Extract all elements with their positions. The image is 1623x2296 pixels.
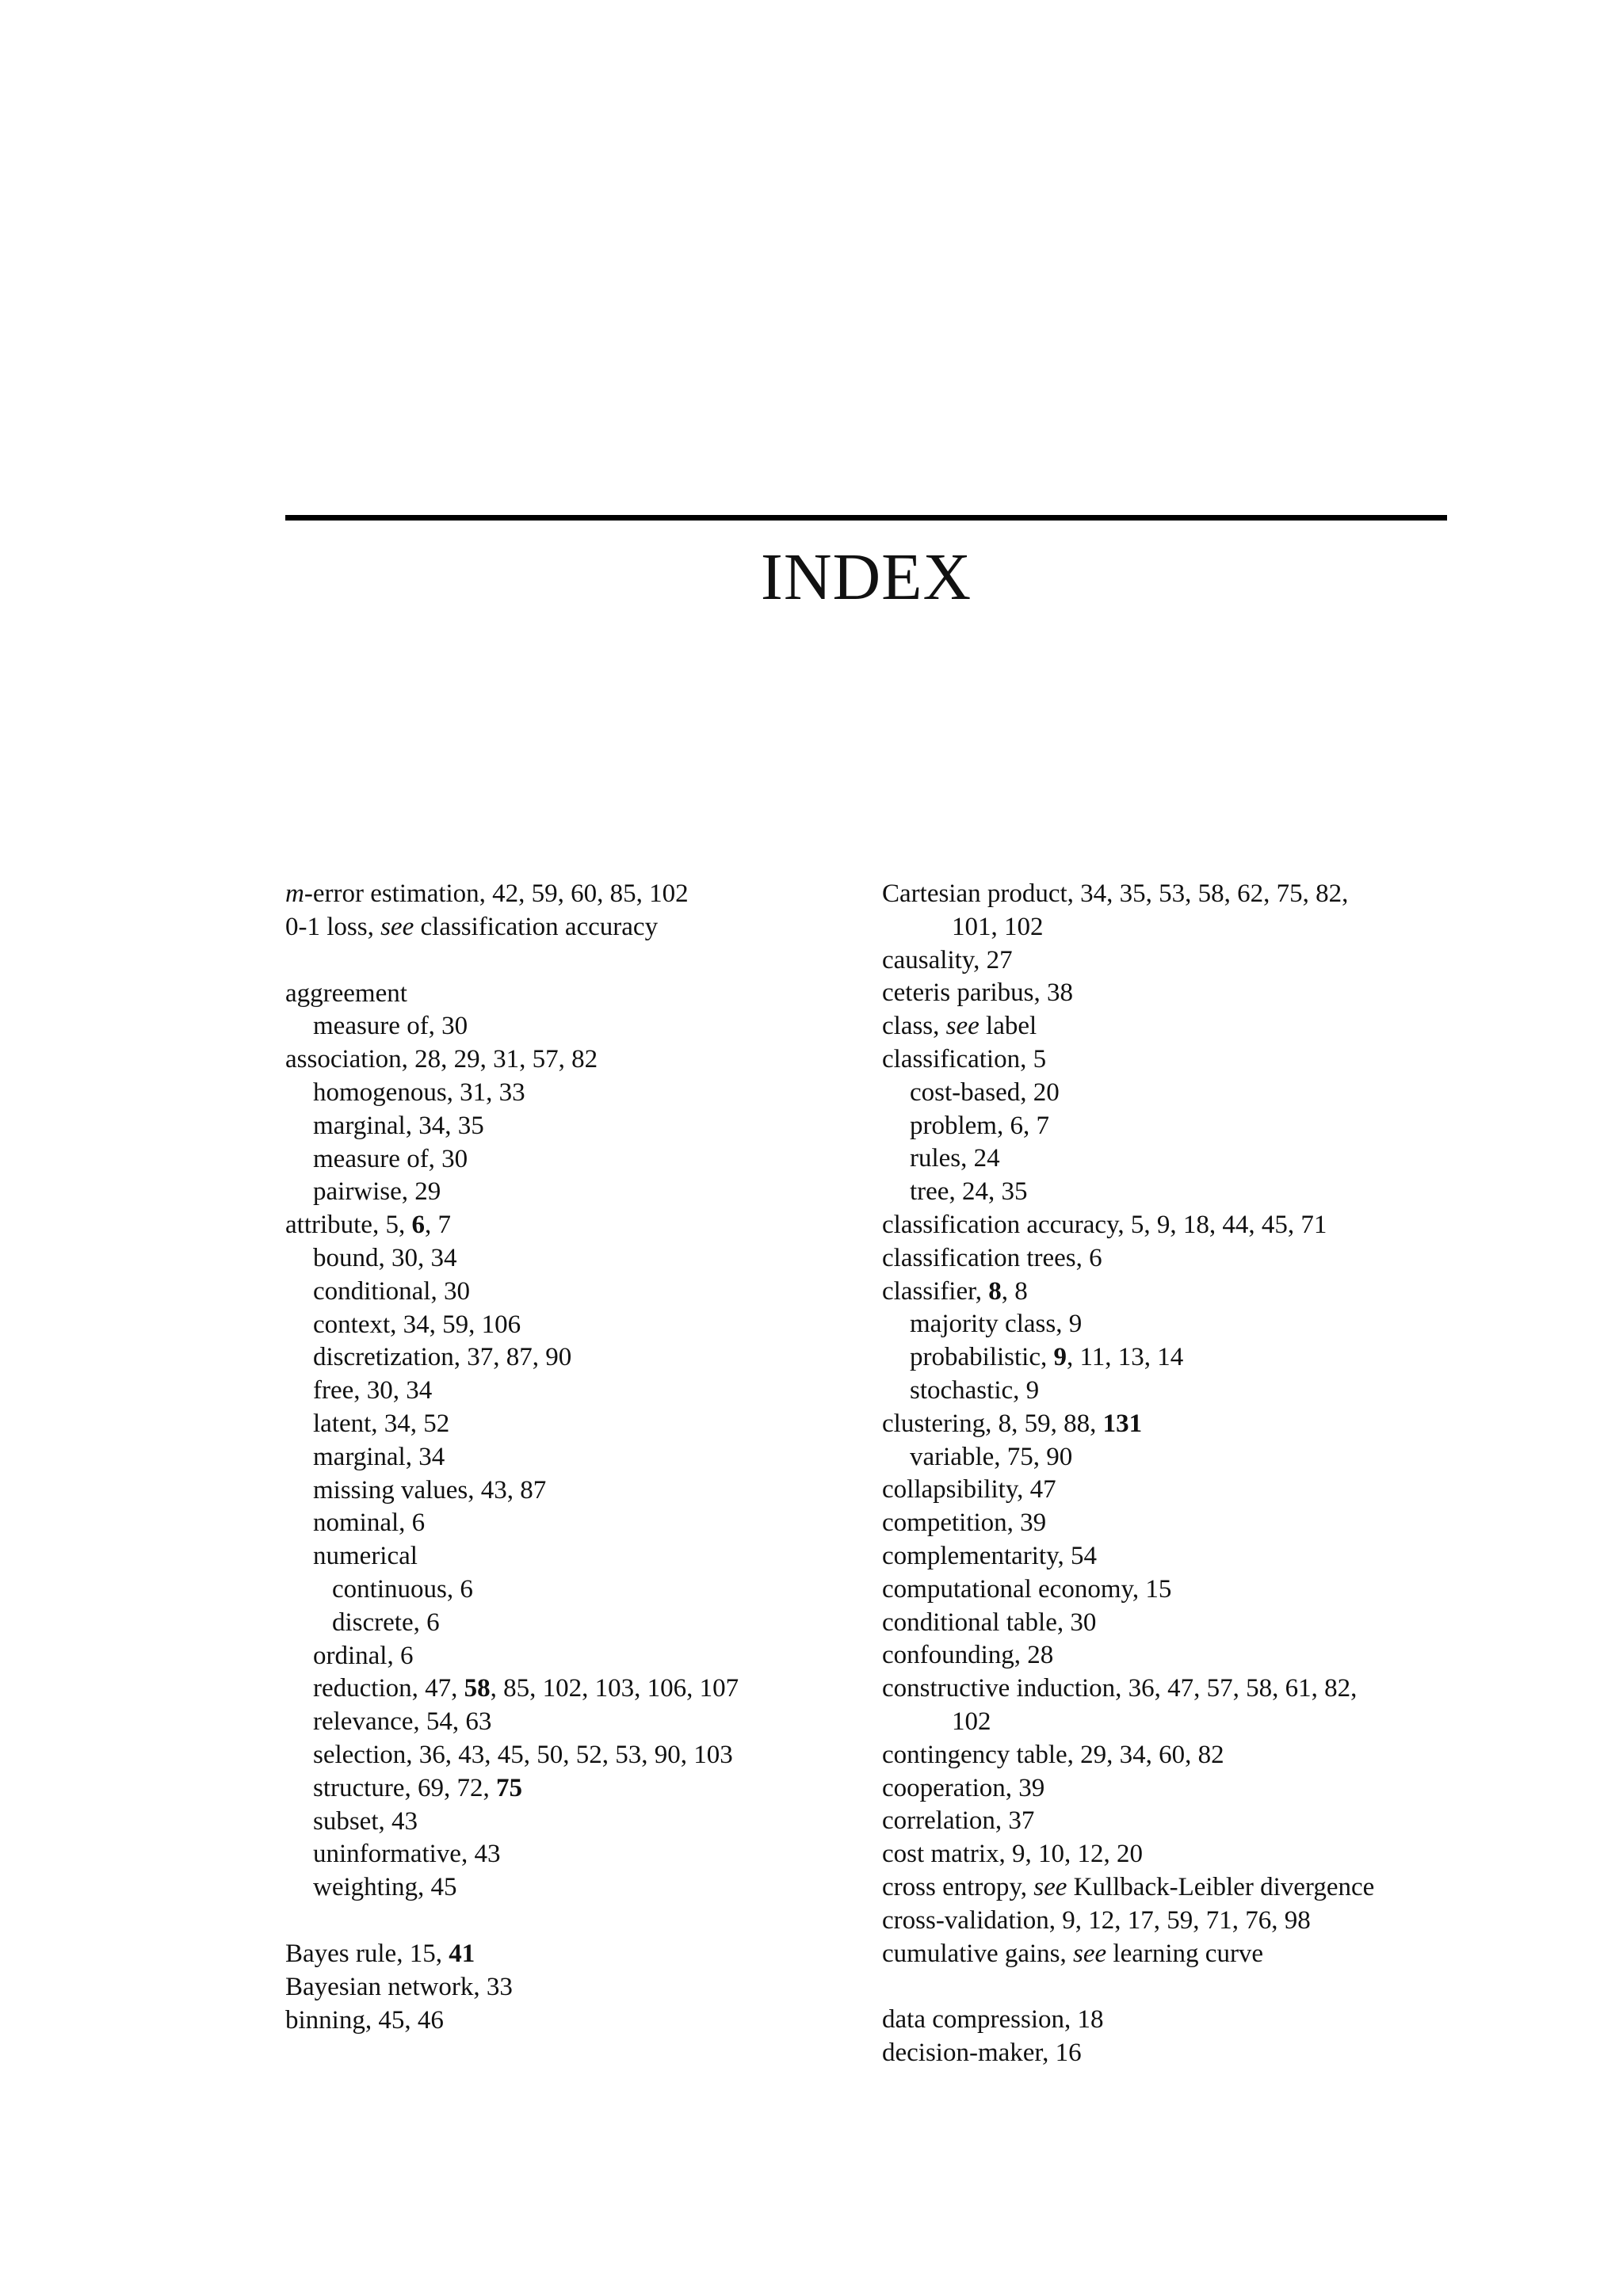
page-ref-primary: 9 (1053, 1343, 1067, 1372)
index-entry (285, 1209, 856, 1242)
index-subentry (285, 1672, 856, 1706)
emphasis-text: m (285, 879, 304, 908)
entry-text: structure, 69, 72, (313, 1773, 496, 1802)
entry-text: computational economy, 15 (882, 1574, 1172, 1604)
group-spacer (285, 944, 856, 978)
emphasis-text: see (1033, 1872, 1067, 1901)
entry-text: marginal, 34 (313, 1442, 445, 1471)
entry-text: 102 (952, 1707, 991, 1736)
index-subentry (285, 1110, 856, 1143)
index-subentry (285, 1341, 856, 1375)
entry-text: relevance, 54, 63 (313, 1707, 492, 1737)
entry-text: classifier, (882, 1276, 989, 1306)
group-spacer (882, 1970, 1453, 2004)
index-entry (882, 1474, 1453, 1507)
entry-text: selection, 36, 43, 45, 50, 52, 53, 90, 103 (313, 1740, 733, 1769)
page-ref-primary: 75 (495, 1773, 522, 1802)
entry-text: rules, 24 (910, 1144, 1000, 1173)
entry-text: 101, 102 (952, 912, 1044, 941)
entry-text: homogenous, 31, 33 (313, 1077, 525, 1107)
index-column-right (882, 878, 1453, 2070)
entry-text: ordinal, 6 (313, 1641, 414, 1670)
entry-text: association, 28, 29, 31, 57, 82 (285, 1045, 598, 1074)
index-entry (882, 1938, 1453, 1971)
index-subentry (285, 1507, 856, 1540)
entry-text: aggreement (285, 978, 407, 1008)
entry-text: classification trees, 6 (882, 1243, 1102, 1272)
index-subentry (285, 1772, 856, 1806)
entry-text: majority class, 9 (910, 1310, 1083, 1339)
index-column-left (285, 878, 856, 2037)
entry-text: latent, 34, 52 (313, 1409, 450, 1438)
entry-text: free, 30, 34 (313, 1376, 433, 1405)
entry-text: reduction, 47, (313, 1674, 464, 1703)
index-subentry (285, 1838, 856, 1871)
entry-text: measure of, 30 (313, 1012, 468, 1041)
entry-text: variable, 75, 90 (910, 1442, 1073, 1471)
entry-text: probabilistic, (910, 1343, 1054, 1372)
index-subentry (285, 1010, 856, 1043)
entry-text: weighting, 45 (313, 1873, 457, 1902)
index-subentry (882, 1341, 1453, 1375)
entry-text: ceteris paribus, 38 (882, 978, 1074, 1008)
entry-text: measure of, 30 (313, 1144, 468, 1173)
index-subentry (285, 1077, 856, 1110)
index-entry (882, 1010, 1453, 1043)
entry-text: decision-maker, 16 (882, 2039, 1082, 2068)
index-subentry (285, 1573, 856, 1607)
entry-text: numerical (313, 1542, 418, 1571)
index-entry (882, 1672, 1453, 1706)
entry-text: conditional table, 30 (882, 1608, 1097, 1637)
entry-text: stochastic, 9 (910, 1375, 1040, 1405)
index-entry (882, 1043, 1453, 1077)
entry-text: data compression, 18 (882, 2005, 1104, 2035)
entry-text: correlation, 37 (882, 1806, 1035, 1836)
index-entry (882, 1905, 1453, 1938)
index-entry-continuation (882, 911, 1453, 944)
entry-text: clustering, 8, 59, 88, (882, 1409, 1103, 1438)
entry-text: marginal, 34, 35 (313, 1111, 484, 1140)
entry-text: continuous, 6 (332, 1574, 473, 1604)
index-entry (882, 1838, 1453, 1871)
entry-text: causality, 27 (882, 945, 1013, 974)
entry-text: discretization, 37, 87, 90 (313, 1343, 572, 1372)
entry-text: binning, 45, 46 (285, 2005, 444, 2035)
index-subentry (285, 1441, 856, 1474)
index-subentry (285, 1706, 856, 1739)
entry-text: cross entropy, (882, 1872, 1034, 1901)
index-subentry (285, 1474, 856, 1508)
entry-text: conditional, 30 (313, 1276, 470, 1306)
entry-text: Bayesian network, 33 (285, 1972, 513, 2001)
index-subentry (285, 1739, 856, 1772)
index-subentry (882, 1176, 1453, 1209)
index-entry (882, 1573, 1453, 1607)
entry-text: Cartesian product, 34, 35, 53, 58, 62, 75, 82, (882, 879, 1349, 908)
index-subentry (285, 1640, 856, 1673)
entry-text: , 8 (1001, 1276, 1028, 1306)
index-entry (285, 1938, 856, 1971)
index-subentry (285, 1143, 856, 1177)
entry-text: cross-validation, 9, 12, 17, 59, 71, 76, 98 (882, 1905, 1311, 1935)
entry-text: classification accuracy, 5, 9, 18, 44, 45, 71 (882, 1210, 1327, 1239)
index-entry (882, 878, 1453, 911)
page-title: INDEX (760, 540, 972, 614)
index-subentry (285, 1540, 856, 1573)
index-entry-continuation (882, 1706, 1453, 1739)
entry-text: cost matrix, 9, 10, 12, 20 (882, 1840, 1144, 1869)
index-entry (285, 978, 856, 1011)
entry-text: contingency table, 29, 34, 60, 82 (882, 1740, 1224, 1769)
entry-text: Kullback-Leibler divergence (1067, 1872, 1375, 1901)
index-subentry (882, 1308, 1453, 1341)
index-subentry (882, 1375, 1453, 1408)
emphasis-text: see (945, 1012, 980, 1041)
entry-text: classification, 5 (882, 1044, 1047, 1074)
entry-text: cooperation, 39 (882, 1773, 1045, 1802)
entry-text: tree, 24, 35 (910, 1177, 1028, 1207)
index-subentry (285, 1375, 856, 1408)
entry-text: , 85, 102, 103, 106, 107 (490, 1674, 739, 1703)
entry-text: discrete, 6 (332, 1608, 440, 1637)
entry-text: classification accuracy (414, 912, 659, 941)
index-entry (882, 1639, 1453, 1672)
index-subentry (285, 1276, 856, 1309)
index-entry (285, 911, 856, 944)
entry-text: competition, 39 (882, 1508, 1047, 1538)
index-entry (882, 1276, 1453, 1309)
index-entry (882, 944, 1453, 978)
entry-text: , 7 (424, 1211, 451, 1240)
emphasis-text: see (1073, 1939, 1107, 1968)
entry-text: context, 34, 59, 106 (313, 1310, 521, 1339)
entry-text: Bayes rule, 15, (285, 1939, 449, 1968)
index-entry (285, 2004, 856, 2038)
index-entry (882, 977, 1453, 1010)
emphasis-text: see (380, 912, 414, 941)
entry-text: cumulative gains, (882, 1939, 1074, 1968)
index-entry (882, 1507, 1453, 1540)
index-entry (882, 1772, 1453, 1806)
index-subentry (882, 1441, 1453, 1474)
index-entry (285, 878, 856, 911)
entry-text: cost-based, 20 (910, 1077, 1060, 1107)
index-subentry (285, 1607, 856, 1640)
index-subentry (285, 1806, 856, 1839)
entry-text: 0-1 loss, (285, 912, 381, 941)
group-spacer (285, 1905, 856, 1938)
entry-text: class, (882, 1012, 946, 1041)
entry-text: , 11, 13, 14 (1066, 1343, 1184, 1372)
entry-text: complementarity, 54 (882, 1541, 1097, 1570)
index-entry (882, 1871, 1453, 1905)
entry-text: learning curve (1106, 1939, 1264, 1968)
page-ref-primary: 41 (449, 1939, 475, 1968)
index-entry (882, 2037, 1453, 2070)
index-entry (285, 1971, 856, 2004)
entry-text: bound, 30, 34 (313, 1243, 457, 1272)
index-subentry (882, 1110, 1453, 1143)
entry-text: constructive induction, 36, 47, 57, 58, 61, 82, (882, 1674, 1358, 1703)
index-entry (882, 1739, 1453, 1772)
index-entry (882, 1805, 1453, 1838)
page-ref-primary: 58 (464, 1674, 491, 1703)
page-ref-primary: 131 (1102, 1409, 1143, 1438)
entry-text: missing values, 43, 87 (313, 1475, 547, 1505)
entry-text: label (979, 1012, 1037, 1041)
index-entry (882, 1242, 1453, 1276)
index-entry (882, 1607, 1453, 1640)
entry-text: uninformative, 43 (313, 1840, 501, 1869)
index-entry (882, 1408, 1453, 1441)
entry-text: confounding, 28 (882, 1641, 1054, 1670)
index-entry (882, 2004, 1453, 2037)
index-entry (882, 1540, 1453, 1573)
index-entry (285, 1043, 856, 1077)
entry-text: problem, 6, 7 (910, 1111, 1049, 1140)
header-rule (285, 515, 1447, 521)
entry-text: attribute, 5, (285, 1211, 412, 1240)
index-subentry (285, 1408, 856, 1441)
index-subentry (285, 1871, 856, 1905)
page-ref-primary: 8 (988, 1276, 1002, 1306)
index-subentry (285, 1242, 856, 1276)
entry-text: -error estimation, 42, 59, 60, 85, 102 (304, 879, 689, 908)
entry-text: pairwise, 29 (313, 1177, 441, 1207)
entry-text: subset, 43 (313, 1806, 418, 1836)
index-subentry (285, 1176, 856, 1209)
entry-text: collapsibility, 47 (882, 1475, 1056, 1505)
index-subentry (285, 1309, 856, 1342)
index-entry (882, 1209, 1453, 1242)
index-subentry (882, 1077, 1453, 1110)
entry-text: nominal, 6 (313, 1508, 426, 1538)
index-subentry (882, 1142, 1453, 1176)
page-ref-primary: 6 (411, 1211, 425, 1240)
